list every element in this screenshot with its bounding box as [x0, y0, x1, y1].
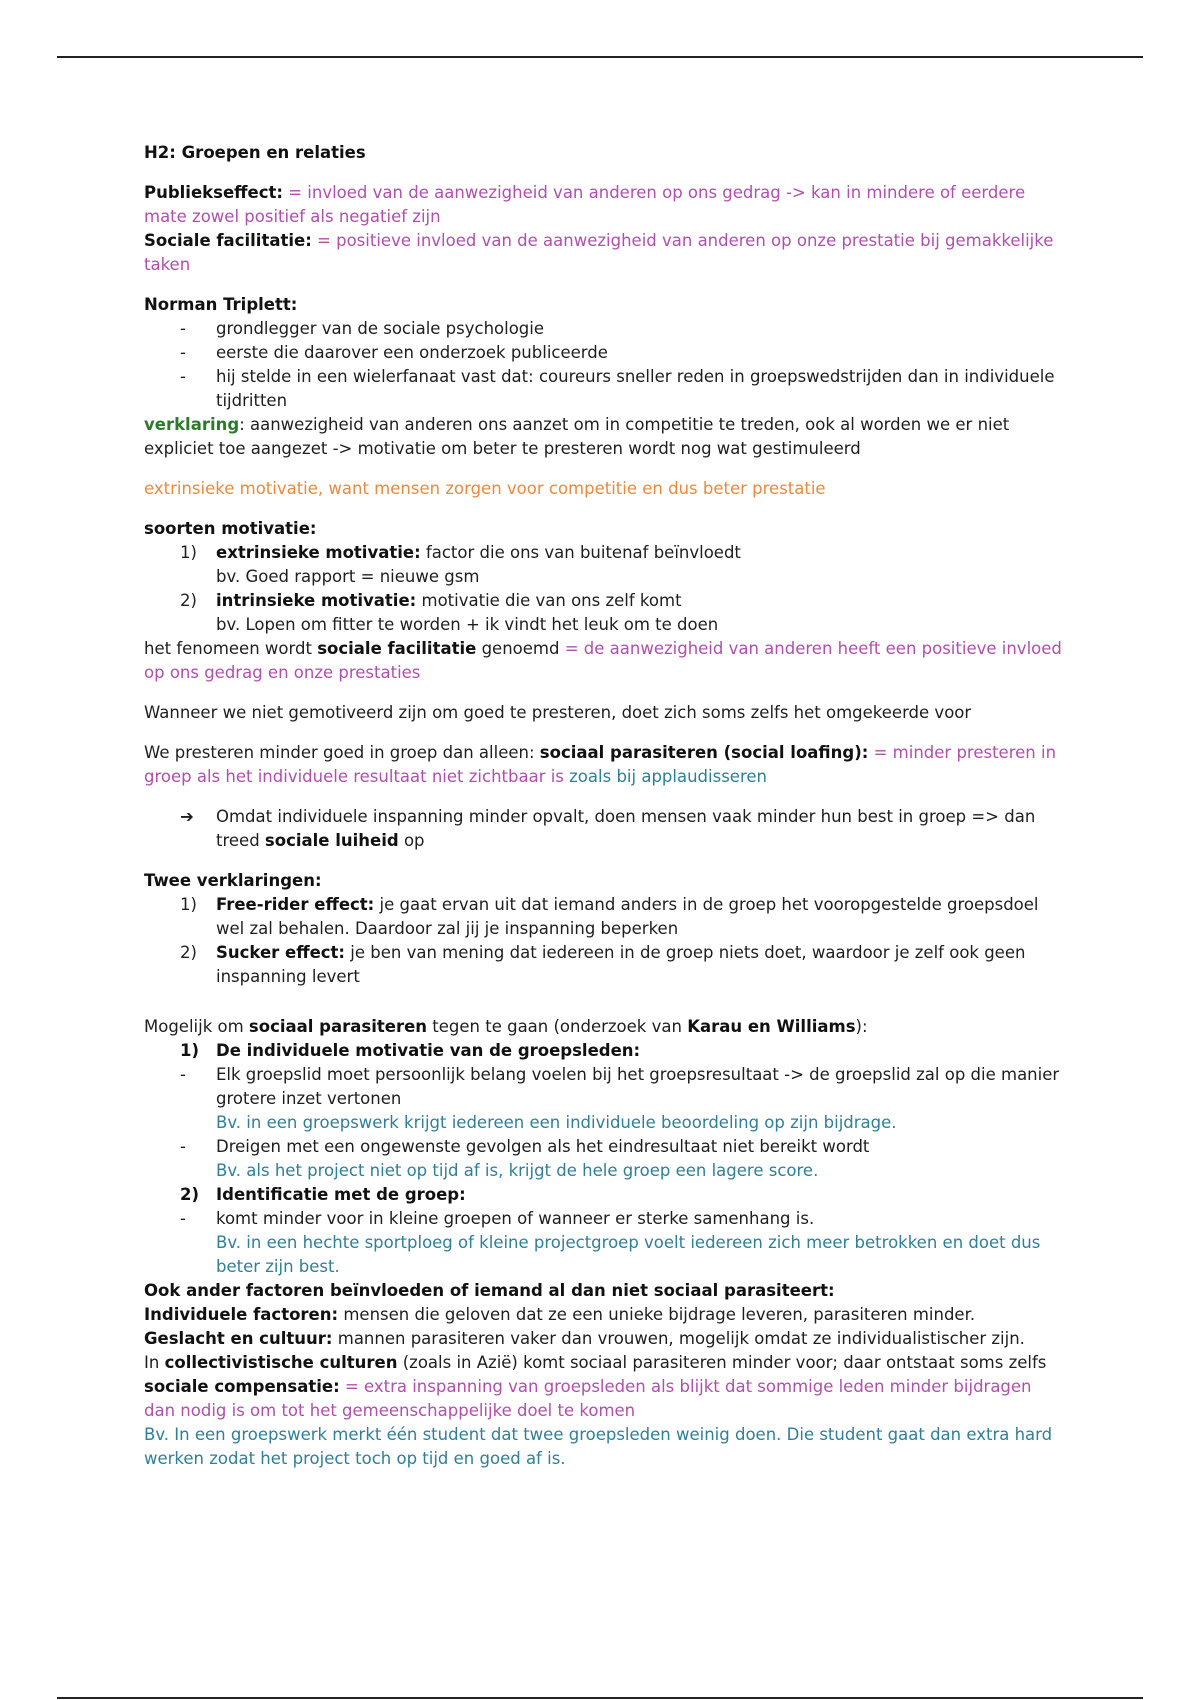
- list-item: 2) intrinsieke motivatie: motivatie die van ons zelf komt: [180, 591, 682, 610]
- verklaring: verklaring: aanwezigheid van anderen ons aanzet om in competitie te treden, ook al worden we er niet expliciet toe aangezet -> motivatie om beter te presteren wordt nog wat gestimuleerd: [144, 415, 1010, 458]
- extrinsiek-note: extrinsieke motivatie, want mensen zorgen voor competitie en dus beter prestatie: [144, 479, 826, 498]
- top-rule: [57, 56, 1143, 58]
- individuele-factoren: Individuele factoren: mensen die geloven dat ze een unieke bijdrage leveren, parasiteren minder.: [144, 1305, 976, 1324]
- list-item: - Elk groepslid moet persoonlijk belang voelen bij het groepsresultaat -> de groepslid zal op die manier grotere inzet vertonen: [180, 1065, 1060, 1108]
- list-item: - komt minder voor in kleine groepen of wanneer er sterke samenhang is.: [180, 1209, 815, 1228]
- example: Bv. in een hechte sportploeg of kleine projectgroep voelt iedereen zich meer betrokken en doet dus beter zijn best.: [216, 1233, 1041, 1276]
- collectivistische-culturen: In collectivistische culturen (zoals in Azië) komt sociaal parasiteren minder voor; daar ontstaat soms zelfs sociale compensatie: = extra inspanning van groepsleden als blijkt dat sommige leden minder bijdragen dan nodig is om tot het gemeenschappelijke doel te komen: [144, 1353, 1047, 1420]
- tegengaan-intro: Mogelijk om sociaal parasiteren tegen te gaan (onderzoek van Karau en Williams):: [144, 1017, 868, 1036]
- factoren-heading: Ook ander factoren beïnvloeden of iemand al dan niet sociaal parasiteert:: [144, 1281, 835, 1300]
- sociale-luiheid: ➔ Omdat individuele inspanning minder opvalt, doen mensen vaak minder hun best in groep => dan treed sociale luiheid op: [180, 807, 1036, 850]
- list-item: 2) Sucker effect: je ben van mening dat iedereen in de groep niets doet, waardoor je zelf ook geen inspanning levert: [180, 943, 1026, 986]
- geslacht-cultuur: Geslacht en cultuur: mannen parasiteren vaker dan vrouwen, mogelijk omdat ze individualistischer zijn.: [144, 1329, 1025, 1348]
- example: bv. Lopen om fitter te worden + ik vindt het leuk om te doen: [216, 615, 719, 634]
- list-item: - Dreigen met een ongewenste gevolgen als het eindresultaat niet bereikt wordt: [180, 1137, 870, 1156]
- list-item: - hij stelde in een wielerfanaat vast dat: coureurs sneller reden in groepswedstrijden dan in individuele tijdritten: [180, 367, 1055, 410]
- social-loafing-def: We presteren minder goed in groep dan alleen: sociaal parasiteren (social loafing): = minder presteren in groep als het individuele resultaat niet zichtbaar is zoals bij applaudisseren: [144, 743, 1057, 786]
- twee-verklaringen-heading: Twee verklaringen:: [144, 871, 322, 890]
- list-item: - eerste die daarover een onderzoek publiceerde: [180, 343, 608, 362]
- arrow-icon: ➔: [180, 807, 194, 826]
- list-item: 1) Free-rider effect: je gaat ervan uit dat iemand anders in de groep het vooropgestelde groepsdoel wel zal behalen. Daardoor zal jij je inspanning beperken: [180, 895, 1039, 938]
- example: Bv. in een groepswerk krijgt iedereen een individuele beoordeling op zijn bijdrage.: [216, 1113, 897, 1132]
- page-title: H2: Groepen en relaties: [144, 143, 366, 162]
- bottom-rule: [57, 1697, 1143, 1699]
- publiekseffect-def: Publiekseffect: = invloed van de aanwezigheid van anderen op ons gedrag -> kan in mindere of eerdere mate zowel positief als negatief zijn: [144, 183, 1026, 226]
- list-item: 1) De individuele motivatie van de groepsleden:: [180, 1041, 641, 1060]
- example: bv. Goed rapport = nieuwe gsm: [216, 567, 480, 586]
- motivatie-heading: soorten motivatie:: [144, 519, 317, 538]
- example: Bv. als het project niet op tijd af is, krijgt de hele groep een lagere score.: [216, 1161, 819, 1180]
- triplett-heading: Norman Triplett:: [144, 295, 298, 314]
- sociale-facilitatie-def: Sociale facilitatie: = positieve invloed van de aanwezigheid van anderen op onze prestatie bij gemakkelijke taken: [144, 231, 1054, 274]
- omgekeerd: Wanneer we niet gemotiveerd zijn om goed te presteren, doet zich soms zelfs het omgekeerde voor: [144, 703, 972, 722]
- list-item: 1) extrinsieke motivatie: factor die ons van buitenaf beïnvloedt: [180, 543, 741, 562]
- fenomeen: het fenomeen wordt sociale facilitatie genoemd = de aanwezigheid van anderen heeft een positieve invloed op ons gedrag en onze prestaties: [144, 639, 1062, 682]
- compensatie-example: Bv. In een groepswerk merkt één student dat twee groepsleden weinig doen. Die student gaat dan extra hard werken zodat het project toch op tijd en goed af is.: [144, 1425, 1053, 1468]
- document-page: [144, 141, 1064, 1471]
- list-item: - grondlegger van de sociale psychologie: [180, 319, 545, 338]
- list-item: 2) Identificatie met de groep:: [180, 1185, 466, 1204]
